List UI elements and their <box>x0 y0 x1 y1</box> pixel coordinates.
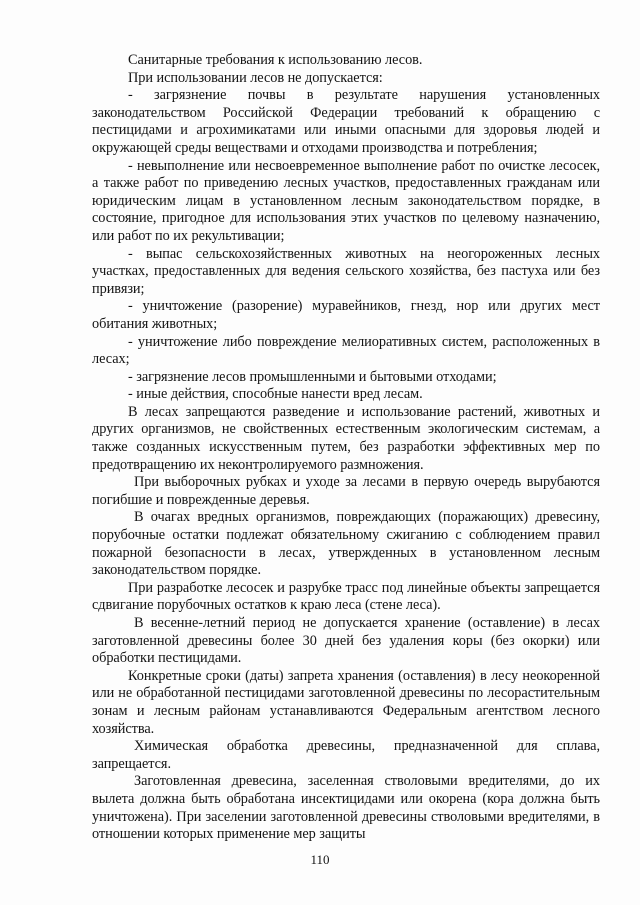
paragraph: При выборочных рубках и уходе за лесами в первую очередь вырубаются погибшие и поврежденные деревья. <box>92 474 600 508</box>
document-body <box>92 52 600 844</box>
list-item: - выпас сельскохозяйственных животных на неогороженных лесных участках, предоставленных для ведения сельского хозяйства, без пастуха или без привязи; <box>92 245 600 297</box>
list-item: - иные действия, способные нанести вред лесам. <box>128 386 423 403</box>
paragraph: В очагах вредных организмов, повреждающих (поражающих) древесину, порубочные остатки подлежат обязательному сжиганию с соблюдением правил пожарной безопасности в лесах, утвержденных в установленном лесным законодательством порядке. <box>92 509 600 579</box>
paragraph: Заготовленная древесина, заселенная стволовыми вредителями, до их вылета должна быть обработана инсектицидами или окорена (кора должна быть уничтожена). При заселении заготовленной древесины стволовыми вредителями, в отношении которых применение мер защиты <box>92 773 600 843</box>
paragraph: Химическая обработка древесины, предназначенной для сплава, запрещается. <box>92 738 600 772</box>
paragraph: При использовании лесов не допускается: <box>128 69 383 86</box>
paragraph: При разработке лесосек и разрубке трасс под линейные объекты запрещается сдвигание порубочных остатков к краю леса (стене леса). <box>92 579 600 614</box>
list-item: - уничтожение (разорение) муравейников, гнезд, нор или других мест обитания животных; <box>92 298 600 332</box>
paragraph: Конкретные сроки (даты) запрета хранения (оставления) в лесу неокоренной или не обработанной пестицидами заготовленной древесины по лесорастительным зонам и лесным районам устанавливаются Федеральным агентством лесного хозяйства. <box>92 667 600 737</box>
paragraph: В лесах запрещаются разведение и использование растений, животных и других организмов, не свойственных естественным экологическим системам, а также созданных искусственным путем, без разработки эффективных мер по предотвращению их неконтролируемого размножения. <box>92 403 600 473</box>
list-item: - невыполнение или несвоевременное выполнение работ по очистке лесосек, а также работ по приведению лесных участков, предоставленных гражданам или юридическим лицам в установленном лесным законодательством порядке, в состояние, пригодное для использования этих участков по целевому назначению, или работ по их рекультивации; <box>92 157 600 244</box>
page-number: 110 <box>310 852 330 867</box>
section-heading: Санитарные требования к использованию лесов. <box>128 52 423 68</box>
list-item: - загрязнение почвы в результате нарушения установленных законодательством Российской Федерации требований к обращению с пестицидами и агрохимикатами или иными опасными для здоровья людей и окружающей среды веществами и отходами производства и потребления; <box>92 87 600 156</box>
list-item: - уничтожение либо повреждение мелиоративных систем, расположенных в лесах; <box>92 333 600 368</box>
paragraph: В весенне-летний период не допускается хранение (оставление) в лесах заготовленной древесины более 30 дней без удаления коры (без окорки) или обработки пестицидами. <box>92 615 600 667</box>
list-item: - загрязнение лесов промышленными и бытовыми отходами; <box>128 368 497 385</box>
